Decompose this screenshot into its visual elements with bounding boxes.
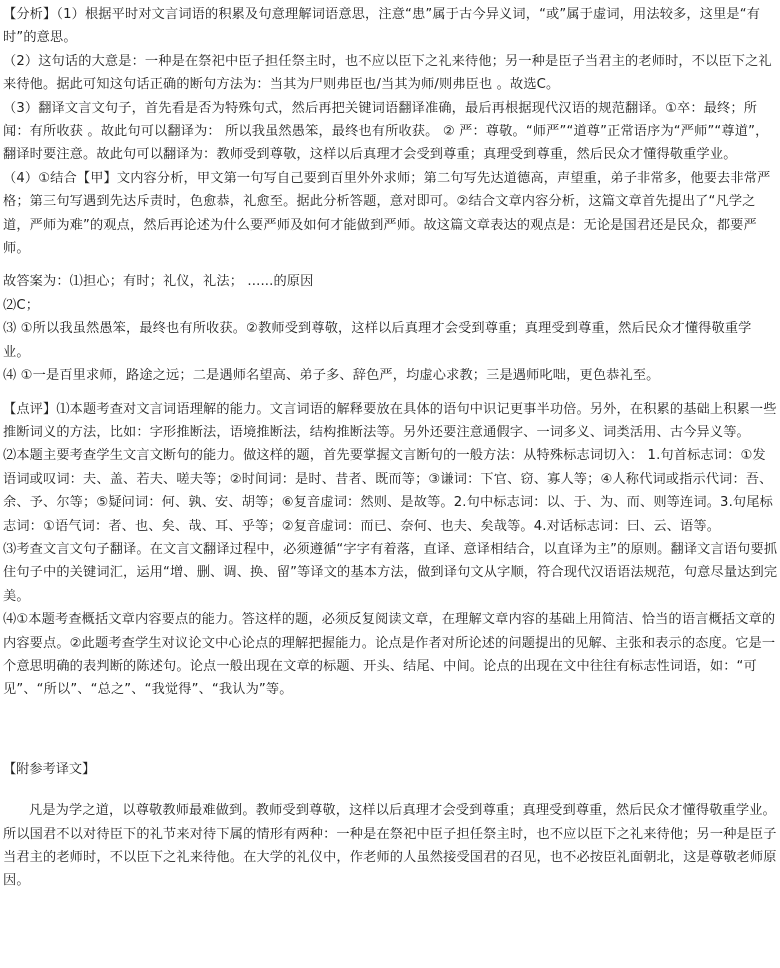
analysis-section [3,3,778,260]
answer-line-3: ⑶ ①所以我虽然愚笨，最终也有所收获。②教师受到尊敬，这样以后真理才会受到尊重；真理受到尊重，然后民众才懂得敬重学业。 [3,321,752,360]
translation-section [3,799,778,893]
comment-paragraph-2: ⑵本题主要考查学生文言文断句的能力。做这样的题，首先要掌握文言断句的一般方法：从特殊标志词切入： 1.句首标志词：①发语词或叹词：夫、盖、若夫、嗟夫等；②时间词：是时、昔者、既而等；③谦词：下官、窃、寡人等；④人称代词或指示代词：吾、余、予、尔等；⑤疑问词：何、孰、安、胡等；⑥复音虚词：然则、是故等。2.句中标志词：以、于、为、而、则等连词。3.句尾标志词：①语气词：者、也、矣、哉、耳、乎等；②复音虚词：而已、奈何、也夫、矣哉等。4.对话标志词：曰、云、语等。 [3,448,773,534]
answer-line-4: ⑷ ①一是百里求师，路途之远；二是遇师名望高、弟子多、辞色严，均虚心求教；三是遇师叱咄，更色恭礼至。 [3,368,660,384]
comment-paragraph-4: ⑷①本题考查概括文章内容要点的能力。答这样的题，必须反复阅读文章，在理解文章内容的基础上用简洁、恰当的语言概括文章的内容要点。②此题考查学生对议论文中心论点的理解把握能力。论点是作者对所论述的问题提出的见解、主张和表示的态度。它是一个意思明确的表判断的陈述句。论点一般出现在文章的标题、开头、结尾、中间。论点的出现在文中往往有标志性词语，如：“可见”、“所以”、“总之”、“我觉得”、“我认为”等。 [3,612,776,698]
translation-heading: 【附参考译文】 [3,761,96,777]
analysis-paragraph-3: （3）翻译文言文句子，首先看是否为特殊句式，然后再把关键词语翻译准确，最后再根据现代汉语的规范翻译。①卒：最终；所闻：有所收获 。故此句可以翻译为： 所以我虽然愚笨，最终也有所收获。 ② 严：尊敬。“师严”“道尊”正常语序为“严师”“尊道”，翻译时要注意。故此句可以翻译为：教师受到尊敬，这样以后真理才会受到尊重；真理受到尊重，然后民众才懂得敬重学业。 [3,100,769,163]
analysis-paragraph-2: （2）这句话的大意是：一种是在祭祀中臣子担任祭主时，也不应以臣下之礼来待他；另一种是臣子当君主的老师时，不以臣下之礼来待他。据此可知这句话正确的断句方法为：当其为尸则弗臣也/当其为师/则弗臣也 。故选C。 [3,53,772,93]
comment-paragraph-3: ⑶考查文言文句子翻译。在文言文翻译过程中，必须遵循“字字有着落，直译、意译相结合，以直译为主”的原则。翻译文言语句要抓住句子中的关键词汇，运用“增、删、调、换、留”等译文的基本方法，做到译句文从字顺，符合现代汉语语法规范，句意尽量达到完美。 [3,541,778,604]
section-spacer [3,702,778,758]
translation-body: 凡是为学之道，以尊敬教师最难做到。教师受到尊敬，这样以后真理才会受到尊重；真理受到尊重，然后民众才懂得敬重学业。所以国君不以对待臣下的礼节来对待下属的情形有两种：一种是在祭祀中臣子担任祭主时，也不应以臣下之礼来待他；另一种是臣子当君主的老师时，不以臣下之礼来待他。在大学的礼仪中，作老师的人虽然接受国君的召见，也不必按臣礼面朝北，这是尊敬老师原因。 [3,803,777,889]
analysis-paragraph-1: 【分析】（1）根据平时对文言词语的积累及句意理解词语意思，注意“患”属于古今异义词，“或”属于虚词，用法较多，这里是“有时”的意思。 [3,7,761,46]
comment-paragraph-1: 【点评】⑴本题考查对文言词语理解的能力。文言词语的解释要放在具体的语句中识记更事半功倍。另外，在积累的基础上积累一些推断词义的方法，比如：字形推断法，语境推断法，结构推断法等。另外还要注意通假字、一词多义、词类活用、古今异义等。 [3,401,777,440]
analysis-paragraph-4: （4）①结合【甲】文内容分析，甲文第一句写自己要到百里外外求师；第二句写先达道德高，声望重，弟子非常多，他要去非常严格；第三句写遇到先达斥责时，色愈恭，礼愈至。据此分析答题，意对即可。②结合文章内容分析，这篇文章首先提出了“凡学之道，严师为难”的观点，然后再论述为什么要严师及如何才能做到严师。故这篇文章表达的观点是：无论是国君还是民众，都要严师。 [3,170,771,257]
comment-section [3,398,778,702]
answers-section [3,270,778,387]
answer-line-1: 故答案为：⑴担心；有时；礼仪，礼法； ......的原因 [3,274,314,290]
answer-line-2: ⑵C； [3,297,40,313]
